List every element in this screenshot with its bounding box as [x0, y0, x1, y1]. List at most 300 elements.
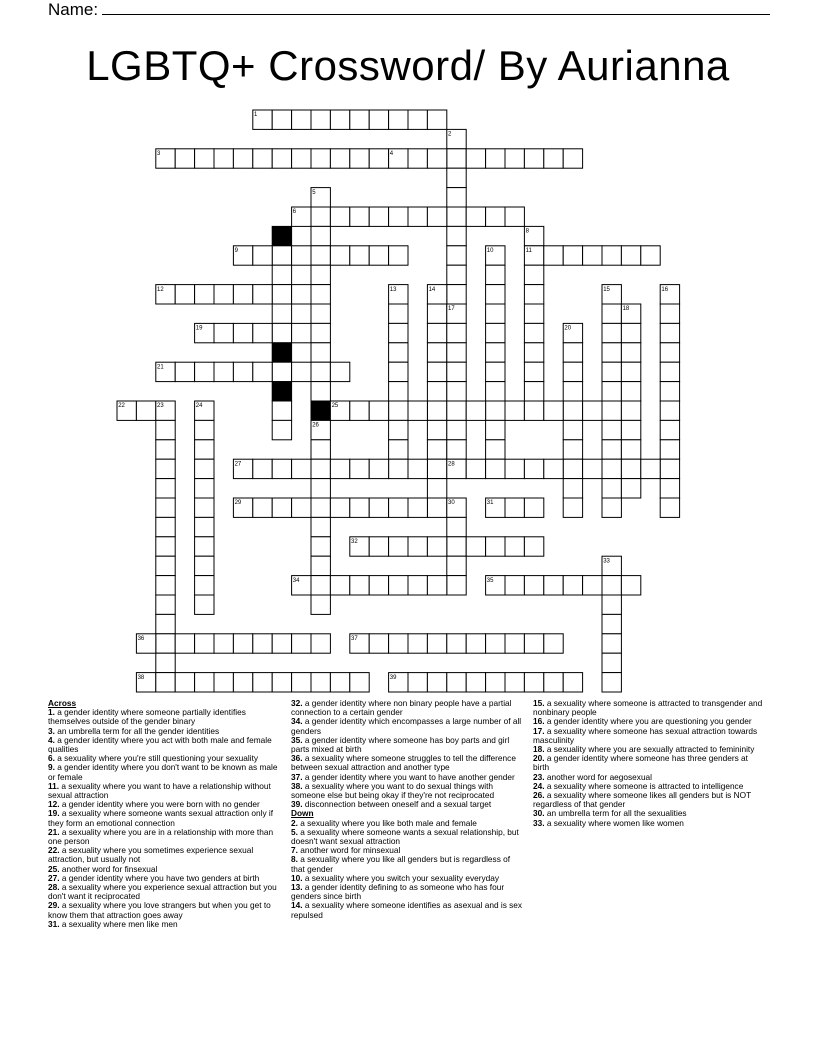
grid-cell[interactable]	[486, 285, 505, 304]
grid-cell[interactable]	[292, 362, 311, 381]
grid-cell[interactable]	[195, 595, 214, 614]
grid-cell[interactable]	[660, 440, 679, 459]
grid-cell[interactable]	[427, 576, 446, 595]
grid-cell[interactable]	[389, 246, 408, 265]
grid-cell[interactable]	[233, 285, 252, 304]
grid-cell[interactable]	[447, 537, 466, 556]
grid-cell[interactable]	[233, 323, 252, 342]
grid-cell[interactable]	[311, 673, 330, 692]
grid-cell[interactable]	[272, 459, 291, 478]
grid-cell[interactable]	[602, 498, 621, 517]
grid-cell[interactable]	[408, 498, 427, 517]
grid-cell[interactable]	[389, 207, 408, 226]
grid-cell[interactable]	[214, 634, 233, 653]
grid-cell[interactable]	[350, 207, 369, 226]
grid-cell[interactable]	[447, 207, 466, 226]
grid-cell[interactable]	[272, 304, 291, 323]
grid-cell[interactable]	[524, 343, 543, 362]
grid-cell[interactable]	[195, 576, 214, 595]
grid-cell[interactable]	[602, 343, 621, 362]
grid-cell[interactable]	[602, 401, 621, 420]
grid-cell[interactable]	[369, 246, 388, 265]
grid-cell[interactable]	[524, 673, 543, 692]
grid-cell[interactable]	[389, 440, 408, 459]
grid-cell[interactable]	[660, 382, 679, 401]
grid-cell[interactable]	[602, 440, 621, 459]
grid-cell[interactable]	[466, 459, 485, 478]
grid-cell[interactable]	[156, 614, 175, 633]
grid-cell[interactable]	[233, 673, 252, 692]
grid-cell[interactable]	[602, 420, 621, 439]
grid-cell[interactable]	[660, 498, 679, 517]
grid-cell[interactable]	[563, 440, 582, 459]
grid-cell[interactable]	[427, 149, 446, 168]
grid-cell[interactable]	[311, 459, 330, 478]
grid-cell[interactable]	[563, 498, 582, 517]
grid-cell[interactable]	[447, 149, 466, 168]
grid-cell[interactable]	[311, 110, 330, 129]
grid-cell[interactable]	[602, 459, 621, 478]
grid-cell[interactable]	[486, 343, 505, 362]
grid-cell[interactable]	[621, 459, 640, 478]
grid-cell[interactable]	[408, 110, 427, 129]
grid-cell[interactable]	[311, 362, 330, 381]
grid-cell[interactable]	[524, 459, 543, 478]
grid-cell[interactable]	[524, 537, 543, 556]
grid-cell[interactable]	[447, 285, 466, 304]
grid-cell[interactable]	[272, 285, 291, 304]
grid-cell[interactable]	[195, 498, 214, 517]
grid-cell[interactable]	[272, 246, 291, 265]
grid-cell[interactable]	[427, 479, 446, 498]
grid-cell[interactable]	[602, 673, 621, 692]
grid-cell[interactable]	[330, 576, 349, 595]
grid-cell[interactable]	[389, 459, 408, 478]
grid-cell[interactable]	[660, 401, 679, 420]
grid-cell[interactable]	[389, 110, 408, 129]
grid-cell[interactable]	[486, 440, 505, 459]
grid-cell[interactable]	[253, 285, 272, 304]
grid-cell[interactable]	[311, 207, 330, 226]
grid-cell[interactable]	[583, 401, 602, 420]
grid-cell[interactable]	[660, 362, 679, 381]
grid-cell[interactable]	[350, 673, 369, 692]
grid-cell[interactable]	[272, 149, 291, 168]
grid-cell[interactable]	[486, 207, 505, 226]
grid-cell[interactable]	[156, 537, 175, 556]
grid-cell[interactable]	[524, 362, 543, 381]
grid-cell[interactable]	[389, 323, 408, 342]
grid-cell[interactable]	[389, 401, 408, 420]
grid-cell[interactable]	[175, 673, 194, 692]
grid-cell[interactable]	[544, 246, 563, 265]
grid-cell[interactable]	[602, 323, 621, 342]
grid-cell[interactable]	[563, 343, 582, 362]
grid-cell[interactable]	[660, 343, 679, 362]
grid-cell[interactable]	[330, 498, 349, 517]
grid-cell[interactable]	[369, 537, 388, 556]
grid-cell[interactable]	[408, 207, 427, 226]
grid-cell[interactable]	[253, 323, 272, 342]
grid-cell[interactable]	[253, 498, 272, 517]
grid-cell[interactable]	[272, 401, 291, 420]
grid-cell[interactable]	[195, 149, 214, 168]
grid-cell[interactable]	[389, 362, 408, 381]
grid-cell[interactable]	[447, 188, 466, 207]
grid-cell[interactable]	[466, 207, 485, 226]
grid-cell[interactable]	[602, 614, 621, 633]
grid-cell[interactable]	[486, 382, 505, 401]
grid-cell[interactable]	[408, 537, 427, 556]
grid-cell[interactable]	[156, 595, 175, 614]
grid-cell[interactable]	[311, 149, 330, 168]
grid-cell[interactable]	[427, 207, 446, 226]
grid-cell[interactable]	[195, 556, 214, 575]
grid-cell[interactable]	[524, 323, 543, 342]
grid-cell[interactable]	[136, 401, 155, 420]
grid-cell[interactable]	[621, 420, 640, 439]
grid-cell[interactable]	[272, 420, 291, 439]
grid-cell[interactable]	[195, 517, 214, 536]
grid-cell[interactable]	[311, 537, 330, 556]
grid-cell[interactable]	[447, 634, 466, 653]
grid-cell[interactable]	[563, 576, 582, 595]
grid-cell[interactable]	[621, 362, 640, 381]
grid-cell[interactable]	[544, 149, 563, 168]
grid-cell[interactable]	[311, 556, 330, 575]
grid-cell[interactable]	[505, 149, 524, 168]
grid-cell[interactable]	[156, 479, 175, 498]
grid-cell[interactable]	[427, 304, 446, 323]
grid-cell[interactable]	[583, 246, 602, 265]
grid-cell[interactable]	[156, 498, 175, 517]
grid-cell[interactable]	[292, 323, 311, 342]
grid-cell[interactable]	[427, 673, 446, 692]
grid-cell[interactable]	[214, 285, 233, 304]
grid-cell[interactable]	[272, 634, 291, 653]
grid-cell[interactable]	[563, 149, 582, 168]
grid-cell[interactable]	[272, 265, 291, 284]
grid-cell[interactable]	[292, 634, 311, 653]
grid-cell[interactable]	[408, 459, 427, 478]
grid-cell[interactable]	[330, 207, 349, 226]
grid-cell[interactable]	[156, 459, 175, 478]
grid-cell[interactable]	[233, 149, 252, 168]
grid-cell[interactable]	[621, 440, 640, 459]
grid-cell[interactable]	[544, 673, 563, 692]
grid-cell[interactable]	[544, 634, 563, 653]
grid-cell[interactable]	[427, 401, 446, 420]
grid-cell[interactable]	[156, 440, 175, 459]
grid-cell[interactable]	[253, 246, 272, 265]
grid-cell[interactable]	[447, 382, 466, 401]
grid-cell[interactable]	[311, 265, 330, 284]
grid-cell[interactable]	[350, 576, 369, 595]
grid-cell[interactable]	[427, 634, 446, 653]
grid-cell[interactable]	[369, 634, 388, 653]
grid-cell[interactable]	[660, 304, 679, 323]
grid-cell[interactable]	[505, 537, 524, 556]
grid-cell[interactable]	[544, 459, 563, 478]
grid-cell[interactable]	[389, 537, 408, 556]
grid-cell[interactable]	[447, 440, 466, 459]
grid-cell[interactable]	[408, 673, 427, 692]
grid-cell[interactable]	[602, 246, 621, 265]
grid-cell[interactable]	[427, 110, 446, 129]
grid-cell[interactable]	[427, 343, 446, 362]
grid-cell[interactable]	[156, 576, 175, 595]
grid-cell[interactable]	[214, 149, 233, 168]
grid-cell[interactable]	[524, 498, 543, 517]
grid-cell[interactable]	[505, 207, 524, 226]
grid-cell[interactable]	[292, 673, 311, 692]
grid-cell[interactable]	[602, 382, 621, 401]
grid-cell[interactable]	[330, 246, 349, 265]
grid-cell[interactable]	[292, 246, 311, 265]
grid-cell[interactable]	[621, 323, 640, 342]
grid-cell[interactable]	[486, 537, 505, 556]
grid-cell[interactable]	[447, 673, 466, 692]
grid-cell[interactable]	[233, 634, 252, 653]
grid-cell[interactable]	[427, 382, 446, 401]
grid-cell[interactable]	[272, 110, 291, 129]
grid-cell[interactable]	[311, 304, 330, 323]
grid-cell[interactable]	[311, 498, 330, 517]
grid-cell[interactable]	[505, 498, 524, 517]
grid-cell[interactable]	[311, 576, 330, 595]
grid-cell[interactable]	[660, 323, 679, 342]
grid-cell[interactable]	[311, 517, 330, 536]
grid-cell[interactable]	[195, 420, 214, 439]
grid-cell[interactable]	[602, 304, 621, 323]
grid-cell[interactable]	[311, 343, 330, 362]
grid-cell[interactable]	[408, 634, 427, 653]
grid-cell[interactable]	[486, 265, 505, 284]
grid-cell[interactable]	[156, 420, 175, 439]
grid-cell[interactable]	[466, 673, 485, 692]
grid-cell[interactable]	[272, 673, 291, 692]
grid-cell[interactable]	[195, 285, 214, 304]
grid-cell[interactable]	[195, 537, 214, 556]
grid-cell[interactable]	[253, 459, 272, 478]
grid-cell[interactable]	[311, 285, 330, 304]
grid-cell[interactable]	[292, 498, 311, 517]
grid-cell[interactable]	[602, 479, 621, 498]
grid-cell[interactable]	[311, 595, 330, 614]
grid-cell[interactable]	[447, 343, 466, 362]
grid-cell[interactable]	[156, 556, 175, 575]
grid-cell[interactable]	[292, 459, 311, 478]
grid-cell[interactable]	[311, 323, 330, 342]
grid-cell[interactable]	[544, 576, 563, 595]
grid-cell[interactable]	[389, 382, 408, 401]
grid-cell[interactable]	[563, 479, 582, 498]
grid-cell[interactable]	[330, 362, 349, 381]
grid-cell[interactable]	[621, 401, 640, 420]
grid-cell[interactable]	[486, 420, 505, 439]
grid-cell[interactable]	[350, 401, 369, 420]
grid-cell[interactable]	[602, 362, 621, 381]
grid-cell[interactable]	[447, 246, 466, 265]
grid-cell[interactable]	[621, 576, 640, 595]
grid-cell[interactable]	[311, 382, 330, 401]
grid-cell[interactable]	[175, 634, 194, 653]
grid-cell[interactable]	[602, 653, 621, 672]
grid-cell[interactable]	[311, 246, 330, 265]
grid-cell[interactable]	[292, 285, 311, 304]
grid-cell[interactable]	[350, 459, 369, 478]
grid-cell[interactable]	[621, 382, 640, 401]
grid-cell[interactable]	[292, 110, 311, 129]
grid-cell[interactable]	[447, 226, 466, 245]
grid-cell[interactable]	[427, 498, 446, 517]
grid-cell[interactable]	[369, 576, 388, 595]
grid-cell[interactable]	[486, 304, 505, 323]
grid-cell[interactable]	[641, 459, 660, 478]
grid-cell[interactable]	[505, 634, 524, 653]
grid-cell[interactable]	[253, 673, 272, 692]
grid-cell[interactable]	[524, 401, 543, 420]
grid-cell[interactable]	[330, 673, 349, 692]
grid-cell[interactable]	[253, 149, 272, 168]
grid-cell[interactable]	[330, 459, 349, 478]
grid-cell[interactable]	[583, 459, 602, 478]
grid-cell[interactable]	[524, 382, 543, 401]
grid-cell[interactable]	[524, 149, 543, 168]
grid-cell[interactable]	[602, 634, 621, 653]
grid-cell[interactable]	[156, 517, 175, 536]
grid-cell[interactable]	[350, 149, 369, 168]
grid-cell[interactable]	[369, 207, 388, 226]
grid-cell[interactable]	[447, 576, 466, 595]
grid-cell[interactable]	[369, 498, 388, 517]
grid-cell[interactable]	[427, 537, 446, 556]
grid-cell[interactable]	[195, 459, 214, 478]
grid-cell[interactable]	[253, 634, 272, 653]
grid-cell[interactable]	[563, 401, 582, 420]
grid-cell[interactable]	[524, 304, 543, 323]
grid-cell[interactable]	[621, 343, 640, 362]
grid-cell[interactable]	[524, 285, 543, 304]
grid-cell[interactable]	[369, 149, 388, 168]
grid-cell[interactable]	[195, 479, 214, 498]
grid-cell[interactable]	[195, 673, 214, 692]
grid-cell[interactable]	[427, 459, 446, 478]
grid-cell[interactable]	[214, 362, 233, 381]
grid-cell[interactable]	[486, 401, 505, 420]
grid-cell[interactable]	[563, 246, 582, 265]
grid-cell[interactable]	[369, 401, 388, 420]
grid-cell[interactable]	[369, 110, 388, 129]
grid-cell[interactable]	[621, 246, 640, 265]
grid-cell[interactable]	[427, 420, 446, 439]
grid-cell[interactable]	[389, 634, 408, 653]
grid-cell[interactable]	[389, 576, 408, 595]
grid-cell[interactable]	[389, 304, 408, 323]
grid-cell[interactable]	[563, 420, 582, 439]
grid-cell[interactable]	[330, 149, 349, 168]
grid-cell[interactable]	[544, 401, 563, 420]
grid-cell[interactable]	[447, 401, 466, 420]
grid-cell[interactable]	[156, 634, 175, 653]
grid-cell[interactable]	[505, 576, 524, 595]
grid-cell[interactable]	[408, 576, 427, 595]
grid-cell[interactable]	[350, 246, 369, 265]
grid-cell[interactable]	[583, 576, 602, 595]
grid-cell[interactable]	[253, 362, 272, 381]
grid-cell[interactable]	[486, 362, 505, 381]
grid-cell[interactable]	[389, 420, 408, 439]
grid-cell[interactable]	[486, 634, 505, 653]
grid-cell[interactable]	[272, 323, 291, 342]
grid-cell[interactable]	[427, 323, 446, 342]
grid-cell[interactable]	[389, 498, 408, 517]
grid-cell[interactable]	[175, 149, 194, 168]
grid-cell[interactable]	[292, 149, 311, 168]
grid-cell[interactable]	[195, 634, 214, 653]
grid-cell[interactable]	[563, 382, 582, 401]
grid-cell[interactable]	[641, 246, 660, 265]
grid-cell[interactable]	[660, 459, 679, 478]
grid-cell[interactable]	[408, 401, 427, 420]
grid-cell[interactable]	[447, 517, 466, 536]
grid-cell[interactable]	[233, 362, 252, 381]
grid-cell[interactable]	[330, 110, 349, 129]
grid-cell[interactable]	[427, 440, 446, 459]
grid-cell[interactable]	[175, 285, 194, 304]
grid-cell[interactable]	[175, 362, 194, 381]
grid-cell[interactable]	[156, 673, 175, 692]
grid-cell[interactable]	[621, 479, 640, 498]
grid-cell[interactable]	[156, 653, 175, 672]
grid-cell[interactable]	[660, 420, 679, 439]
grid-cell[interactable]	[427, 362, 446, 381]
grid-cell[interactable]	[524, 634, 543, 653]
grid-cell[interactable]	[466, 149, 485, 168]
grid-cell[interactable]	[350, 110, 369, 129]
grid-cell[interactable]	[311, 226, 330, 245]
grid-cell[interactable]	[466, 537, 485, 556]
grid-cell[interactable]	[486, 673, 505, 692]
grid-cell[interactable]	[214, 323, 233, 342]
grid-cell[interactable]	[505, 459, 524, 478]
grid-cell[interactable]	[660, 479, 679, 498]
grid-cell[interactable]	[563, 362, 582, 381]
grid-cell[interactable]	[311, 479, 330, 498]
grid-cell[interactable]	[447, 420, 466, 439]
grid-cell[interactable]	[563, 459, 582, 478]
grid-cell[interactable]	[505, 673, 524, 692]
grid-cell[interactable]	[486, 459, 505, 478]
grid-cell[interactable]	[524, 265, 543, 284]
grid-cell[interactable]	[486, 323, 505, 342]
grid-cell[interactable]	[389, 343, 408, 362]
grid-cell[interactable]	[447, 168, 466, 187]
grid-cell[interactable]	[466, 634, 485, 653]
grid-cell[interactable]	[195, 362, 214, 381]
grid-cell[interactable]	[408, 149, 427, 168]
grid-cell[interactable]	[505, 401, 524, 420]
grid-cell[interactable]	[524, 576, 543, 595]
grid-cell[interactable]	[602, 576, 621, 595]
grid-cell[interactable]	[563, 673, 582, 692]
grid-cell[interactable]	[447, 556, 466, 575]
grid-cell[interactable]	[272, 498, 291, 517]
grid-cell[interactable]	[602, 595, 621, 614]
grid-cell[interactable]	[311, 440, 330, 459]
grid-cell[interactable]	[447, 362, 466, 381]
grid-cell[interactable]	[350, 498, 369, 517]
